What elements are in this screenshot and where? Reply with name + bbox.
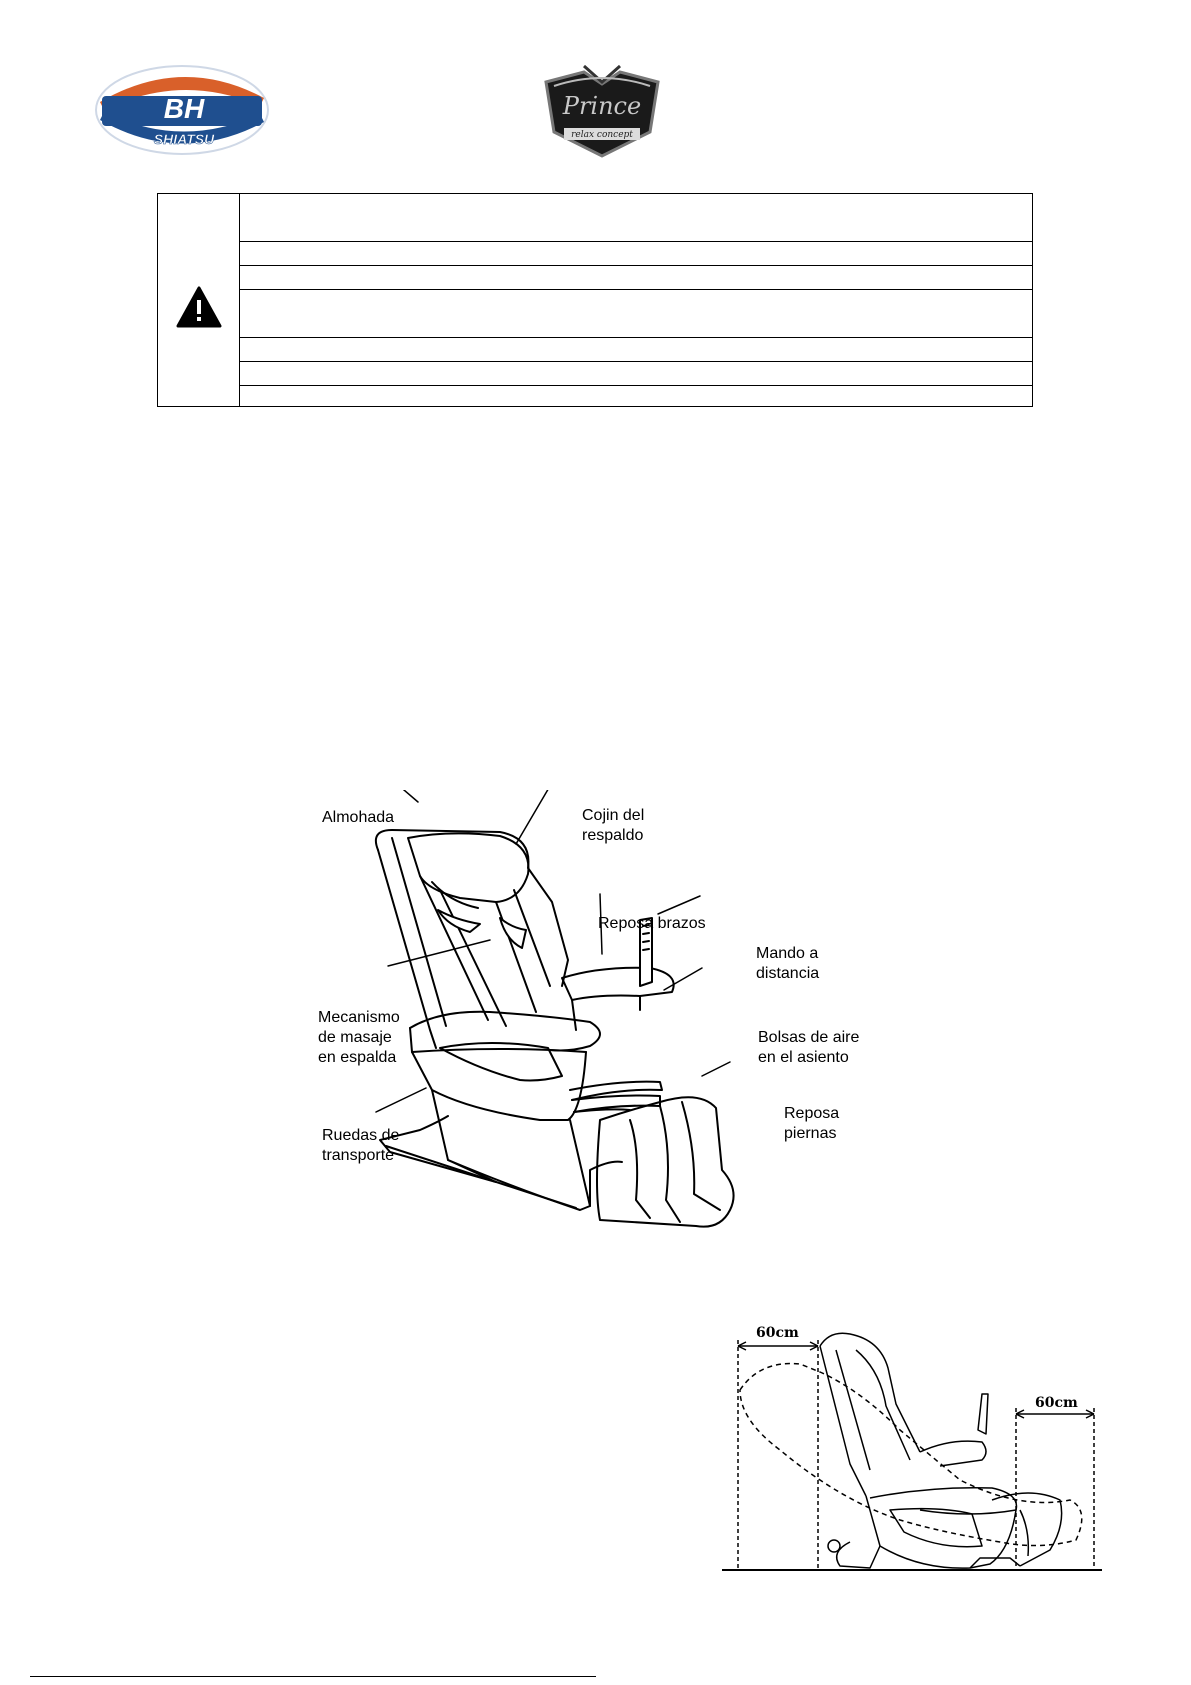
warning-triangle-icon <box>176 286 222 328</box>
warning-row <box>240 386 1032 408</box>
warning-row <box>240 362 1032 386</box>
clearance-right-label: 60cm <box>1035 1395 1078 1411</box>
footer-rule <box>30 1676 596 1677</box>
svg-text:SHIATSU: SHIATSU <box>153 131 215 147</box>
warning-row <box>240 338 1032 362</box>
bh-shiatsu-logo <box>92 62 272 158</box>
warning-row <box>240 266 1032 290</box>
label-ruedas-transporte: Ruedas de transporte <box>322 1127 400 1164</box>
prince-logo <box>540 62 664 158</box>
label-mecanismo-masaje: Mecanismo de masaje en espalda <box>318 1009 400 1066</box>
label-cojin-respaldo: Cojin del respaldo <box>582 807 645 844</box>
clearance-diagram <box>720 1310 1104 1575</box>
warning-icon-cell <box>158 194 240 406</box>
svg-text:relax concept: relax concept <box>571 130 633 140</box>
warning-row <box>240 242 1032 266</box>
label-reposa-brazos: Reposa brazos <box>598 915 706 932</box>
svg-text:Prince: Prince <box>562 92 642 120</box>
warning-row <box>240 290 1032 338</box>
label-mando-distancia: Mando a distancia <box>756 945 820 982</box>
label-bolsas-aire: Bolsas de aire en el asiento <box>758 1029 860 1066</box>
bh-logo-text: BH <box>163 93 205 124</box>
warning-row <box>240 194 1032 242</box>
warning-table <box>157 193 1033 407</box>
label-reposa-piernas: Reposa piernas <box>784 1105 840 1142</box>
label-almohada: Almohada <box>322 809 395 826</box>
clearance-left-label: 60cm <box>756 1325 799 1341</box>
